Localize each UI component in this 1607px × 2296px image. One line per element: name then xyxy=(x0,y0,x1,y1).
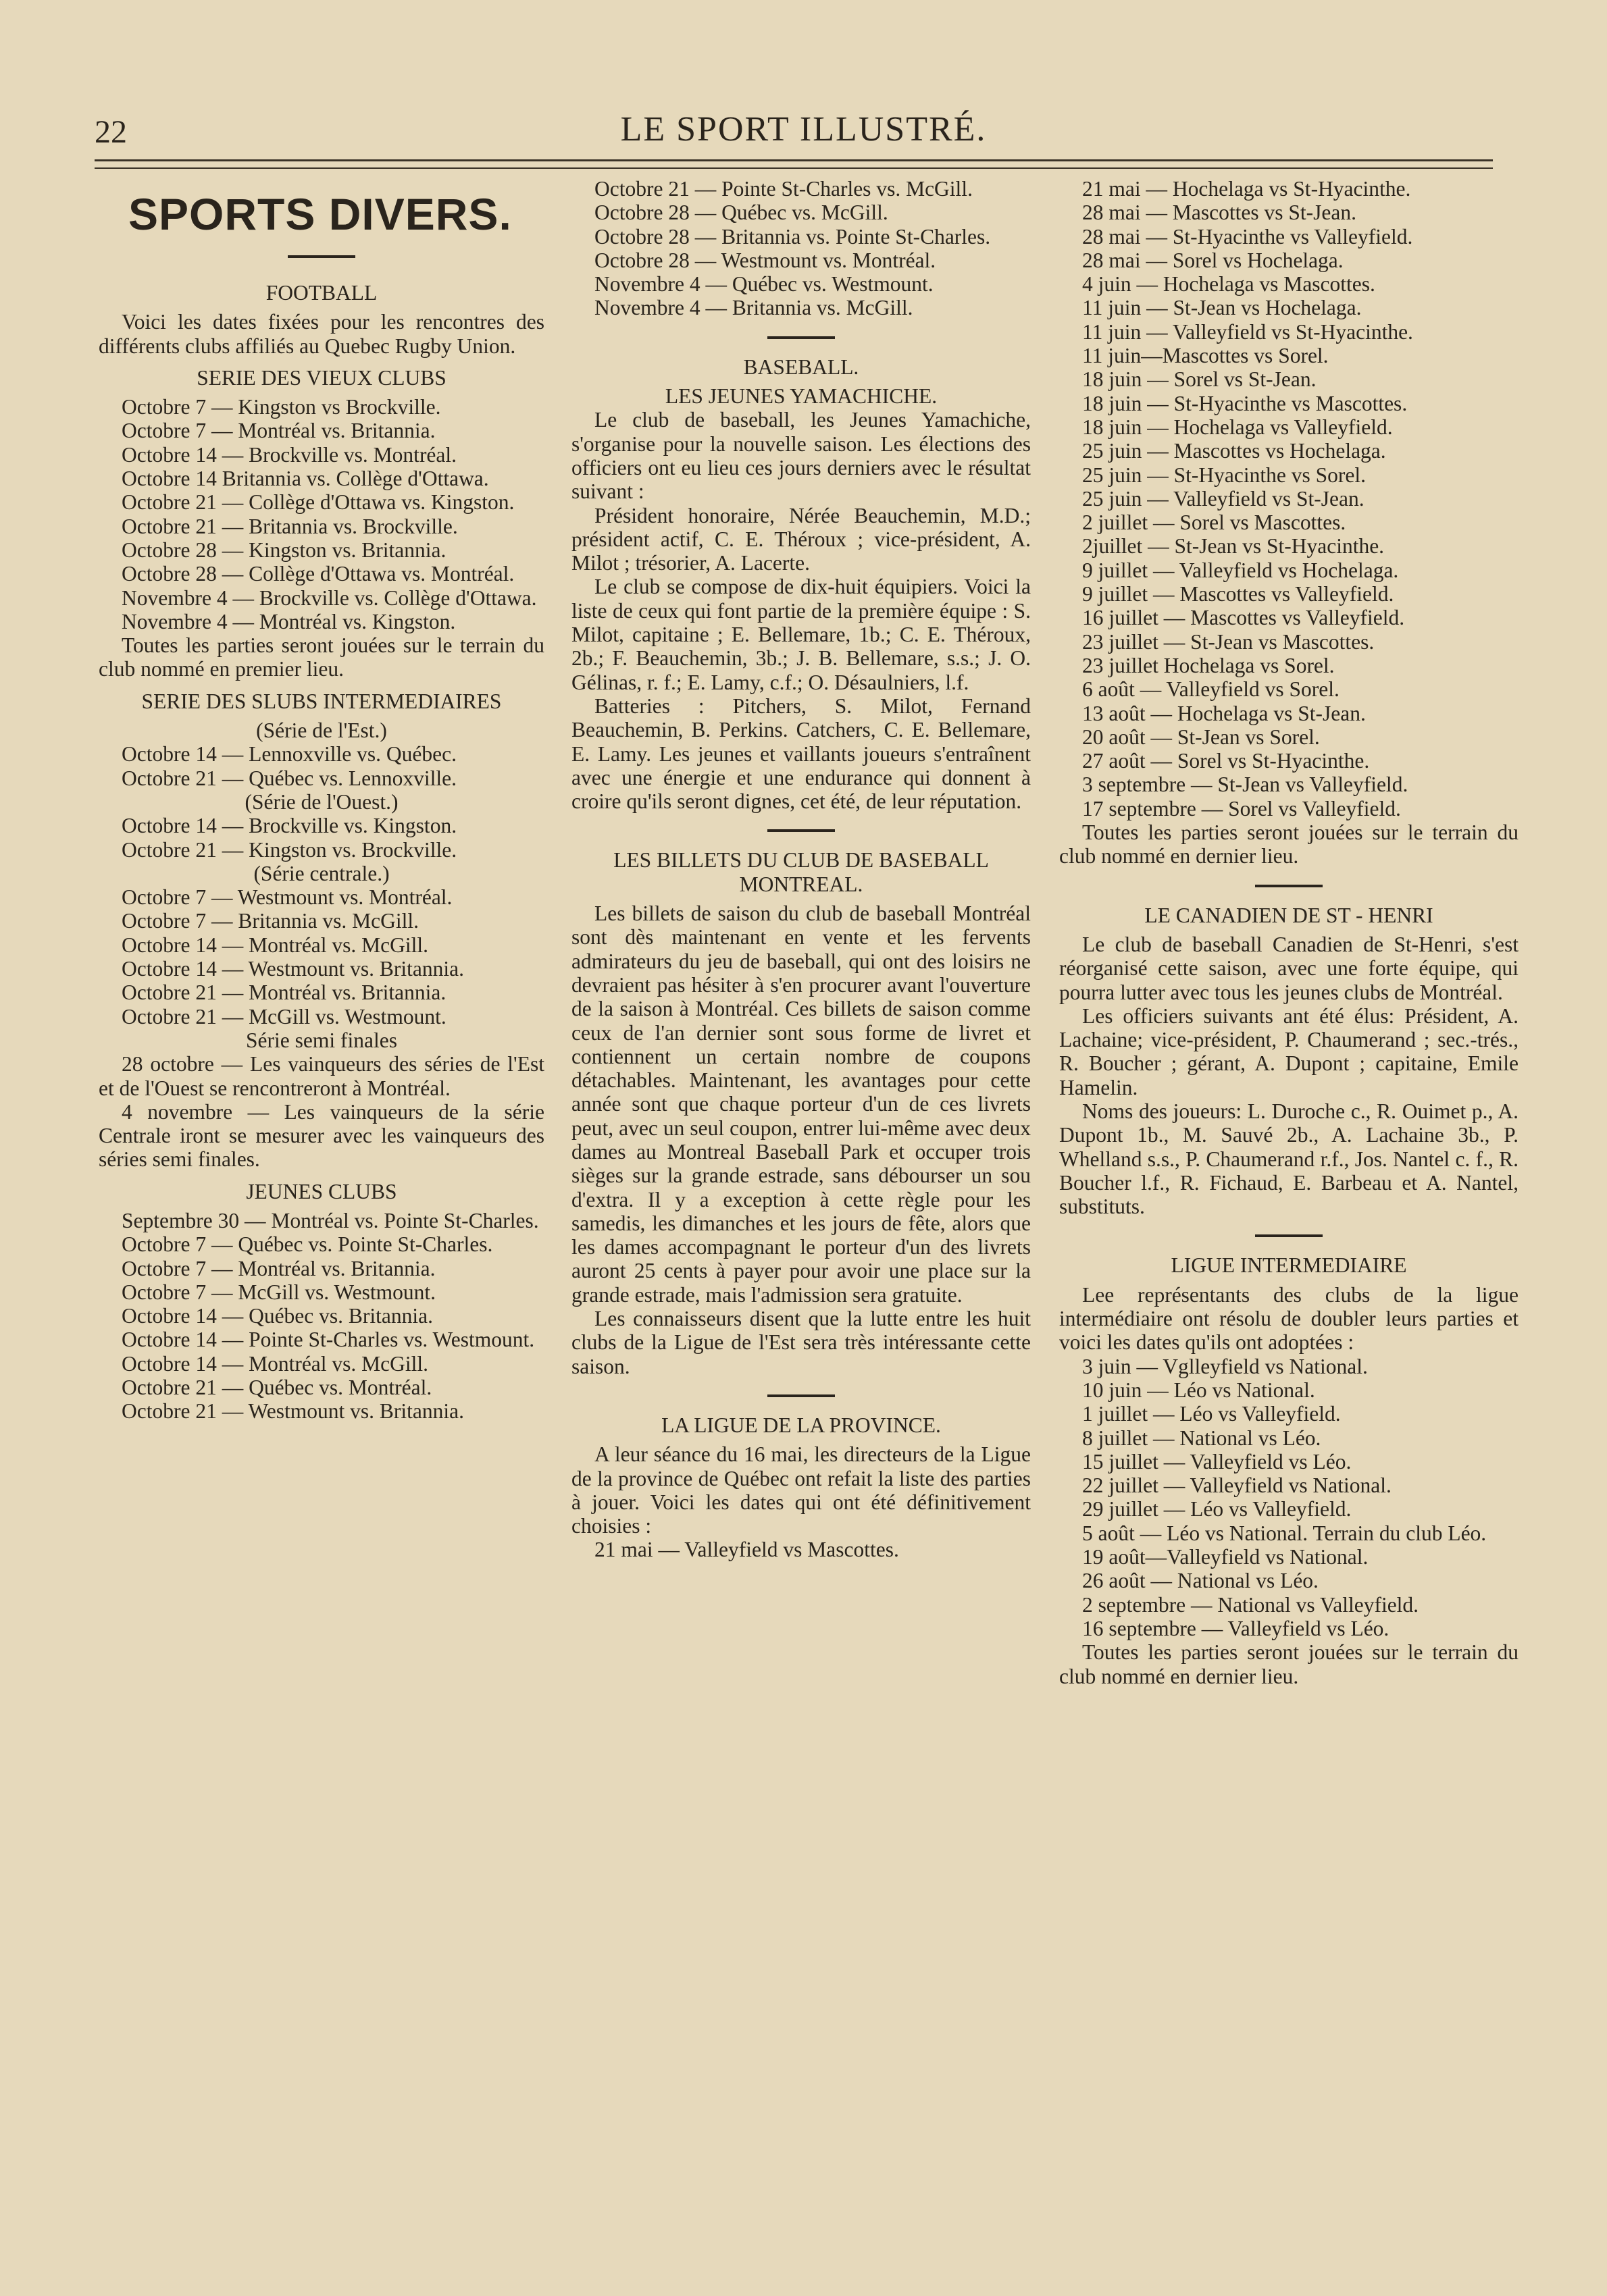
list-item: 16 juillet — Mascottes vs Valleyfield. xyxy=(1082,606,1405,630)
separator xyxy=(767,336,835,339)
list-item: Octobre 14 — Brockville vs. Kingston. xyxy=(122,814,457,838)
list-item: 15 juillet — Valleyfield vs Léo. xyxy=(1082,1449,1352,1473)
list-item: 18 juin — St-Hyacinthe vs Mascottes. xyxy=(1082,391,1408,415)
list-item: Octobre 28 — Britannia vs. Pointe St-Charles. xyxy=(594,224,991,249)
list-item: 3 juin — Vglleyfield vs National. xyxy=(1082,1354,1368,1378)
list-item: Novembre 4 — Montréal vs. Kingston. xyxy=(122,609,456,633)
list-item: 17 septembre — Sorel vs Valleyfield. xyxy=(1082,796,1401,820)
list-item: Octobre 7 — Kingston vs Brockville. xyxy=(122,395,441,419)
list-item: 2 juillet — Sorel vs Mascottes. xyxy=(1082,511,1346,535)
list-item: Octobre 14 — Lennoxville vs. Québec. xyxy=(122,742,457,766)
list-item: 2juillet — St-Jean vs St-Hyacinthe. xyxy=(1082,534,1385,558)
page-number: 22 xyxy=(95,114,127,150)
paragraph: Les connaisseurs disent que la lutte entre les huit clubs de la Ligue de l'Est sera très intéressante cette saison. xyxy=(571,1307,1031,1378)
header-rule xyxy=(95,159,1493,161)
list-item: Octobre 28 — Collège d'Ottawa vs. Montréal. xyxy=(122,562,515,586)
paragraph: Les billets de saison du club de baseball Montréal sont dès maintenant en vente et les fervents admirateurs du jeu de baseball, qui ont des loisirs ne devraient pas hésiter à s'en procurer avant l'ouverture de la saison à Montréal. Ces billets de saison comme ceux de l'an dernier sont sous forme de livret et contiennent un certain nombre de coupons détachables. Maintenant, les avantages pour cette année sont que chaque porteur d'un de ces livrets peut, avec un seul coupon, entrer lui-même avec deux dames au Montreal Baseball Park et occuper trois sièges sur la grande estrade, sans débourser un sou d'extra. Il y a exception à cette règle pour les samedis, les dimanches et les jours de fête, alors que les dames accompagnant le porteur d'un des livrets auront 25 cents à payer pour avoir une place sur la grande estrade, mais l'admission sera gratuite. xyxy=(571,902,1031,1307)
paragraph: Lee représentants des clubs de la ligue intermédiaire ont résolu de doubler leurs parties et voici les dates qu'ils ont adoptées : xyxy=(1059,1282,1519,1355)
province-note: Toutes les parties seront jouées sur le terrain du club nommé en dernier lieu. xyxy=(1059,820,1519,868)
vieux-clubs-list xyxy=(99,395,544,633)
centrale-heading: (Série centrale.) xyxy=(253,861,390,885)
column-1 xyxy=(99,177,544,1424)
intermediaires-heading: SERIE DES SLUBS INTERMEDIAIRES xyxy=(141,689,502,713)
baseball-heading: BASEBALL. xyxy=(743,355,859,379)
list-item: Octobre 7 — McGill vs. Westmount. xyxy=(122,1280,436,1304)
list-item: 11 juin — Valleyfield vs St-Hyacinthe. xyxy=(1082,319,1413,344)
list-item: 23 juillet — St-Jean vs Mascottes. xyxy=(1082,629,1375,654)
list-item: Octobre 28 — Westmount vs. Montréal. xyxy=(594,248,936,272)
vieux-clubs-heading: SERIE DES VIEUX CLUBS xyxy=(197,365,447,390)
list-item: 9 juillet — Valleyfield vs Hochelaga. xyxy=(1082,558,1399,582)
football-heading: FOOTBALL xyxy=(265,281,378,305)
list-item: 18 juin — Sorel vs St-Jean. xyxy=(1082,367,1317,392)
list-item: 3 septembre — St-Jean vs Valleyfield. xyxy=(1082,773,1408,797)
list-item: 21 mai — Valleyfield vs Mascottes. xyxy=(594,1538,899,1562)
list-item: Octobre 7 — Westmount vs. Montréal. xyxy=(122,885,453,910)
list-item: Novembre 4 — Québec vs. Westmount. xyxy=(594,272,934,296)
separator xyxy=(767,1394,835,1397)
paragraph: Président honoraire, Nérée Beauchemin, M.D.; président actif, C. E. Théroux ; vice-président, A. Milot ; trésorier, A. Lacerte. xyxy=(571,503,1031,575)
list-item: 10 juin — Léo vs National. xyxy=(1082,1378,1315,1402)
football-intro: Voici les dates fixées pour les rencontres des différents clubs affiliés au Quebec Rugby Union. xyxy=(99,310,544,358)
list-item: 28 mai — Sorel vs Hochelaga. xyxy=(1082,248,1344,272)
header-rule-thin xyxy=(95,167,1493,169)
list-item: Octobre 28 — Kingston vs. Britannia. xyxy=(122,538,447,562)
separator xyxy=(288,255,355,258)
list-item: Novembre 4 — Brockville vs. Collège d'Ottawa. xyxy=(122,585,537,610)
list-item: 25 juin — Mascottes vs Hochelaga. xyxy=(1082,439,1386,463)
list-item: 25 juin — Valleyfield vs St-Jean. xyxy=(1082,486,1364,511)
list-item: Octobre 21 — Britannia vs. Brockville. xyxy=(122,514,458,538)
column-3 xyxy=(1059,177,1519,1688)
list-item: Octobre 7 — Montréal vs. Britannia. xyxy=(122,1256,436,1280)
paragraph: Le club de baseball, les Jeunes Yamachiche, s'organise pour la nouvelle saison. Les élections des officiers ont eu lieu ces jours derniers avec le résultat suivant : xyxy=(571,408,1031,504)
list-item: 13 août — Hochelaga vs St-Jean. xyxy=(1082,701,1366,725)
list-item: 26 août — National vs Léo. xyxy=(1082,1569,1319,1593)
list-item: 1 juillet — Léo vs Valleyfield. xyxy=(1082,1402,1341,1426)
list-item: Octobre 21 — Québec vs. Lennoxville. xyxy=(122,766,457,790)
list-item: 29 juillet — Léo vs Valleyfield. xyxy=(1082,1497,1352,1521)
list-item: Octobre 21 — Westmount vs. Britannia. xyxy=(122,1399,464,1424)
paragraph: Batteries : Pitchers, S. Milot, Fernand Beauchemin, B. Perkins. Catchers, C. E. Bellemare, E. Lamy. Les jeunes et vaillants joueurs s'entraînent avec une énergie et une endurance qui donnent à croire qu'ils seront dignes, cet été, de leur réputation. xyxy=(571,694,1031,814)
separator xyxy=(1255,885,1323,887)
section-title: SPORTS DIVERS. xyxy=(128,189,512,239)
list-item: 28 mai — St-Hyacinthe vs Valleyfield. xyxy=(1082,224,1413,249)
column-2 xyxy=(571,177,1031,1562)
list-item: Octobre 28 — Québec vs. McGill. xyxy=(594,201,888,225)
list-item: Octobre 21 — McGill vs. Westmount. xyxy=(122,1004,447,1028)
list-item: Septembre 30 — Montréal vs. Pointe St-Charles. xyxy=(122,1208,539,1232)
vieux-clubs-note: Toutes les parties seront jouées sur le terrain du club nommé en premier lieu. xyxy=(99,633,544,681)
list-item: 20 août — St-Jean vs Sorel. xyxy=(1082,725,1320,749)
paragraph: Le club de baseball Canadien de St-Henri, s'est réorganisé cette saison, avec une forte équipe, qui pourra lutter avec tous les jeunes clubs de Montréal. xyxy=(1059,932,1519,1004)
separator xyxy=(1255,1234,1323,1237)
list-item: 6 août — Valleyfield vs Sorel. xyxy=(1082,677,1340,702)
list-item: Octobre 14 — Montréal vs. McGill. xyxy=(122,933,429,957)
list-item: Octobre 7 — Québec vs. Pointe St-Charles. xyxy=(122,1232,493,1257)
yamachiche-heading: LES JEUNES YAMACHICHE. xyxy=(665,384,938,409)
list-item: 11 juin — St-Jean vs Hochelaga. xyxy=(1082,296,1362,320)
jeunes-clubs-heading: JEUNES CLUBS xyxy=(246,1179,397,1203)
list-item: 2 septembre — National vs Valleyfield. xyxy=(1082,1592,1419,1617)
list-item: Octobre 21 — Montréal vs. Britannia. xyxy=(122,981,447,1005)
list-item: 25 juin — St-Hyacinthe vs Sorel. xyxy=(1082,463,1366,487)
list-item: 28 mai — Mascottes vs St-Jean. xyxy=(1082,201,1356,225)
ligue-intermediaire-note: Toutes les parties seront jouées sur le terrain du club nommé en dernier lieu. xyxy=(1059,1640,1519,1688)
paragraph: A leur séance du 16 mai, les directeurs de la Ligue de la province de Québec ont refait la liste des parties à jouer. Voici les dates qui ont été définitivement choisies : xyxy=(571,1442,1031,1538)
semi-finales-heading: Série semi finales xyxy=(246,1028,397,1052)
canadien-heading: LE CANADIEN DE ST - HENRI xyxy=(1144,903,1433,927)
list-item: Octobre 7 — Montréal vs. Britannia. xyxy=(122,419,436,443)
paragraph: Noms des joueurs: L. Duroche c., R. Ouimet p., A. Dupont 1b., M. Sauvé 2b., A. Lachaine 3b., P. Whelland s.s., P. Chaumerand r.f., Jos. Nantel c. f., R. Boucher l.f., R. Fichaud, E. Barbeau et A. Nantel, substituts. xyxy=(1059,1099,1519,1219)
list-item: 22 juillet — Valleyfield vs National. xyxy=(1082,1473,1392,1498)
billets-heading: LES BILLETS DU CLUB DE BASEBALL MONTREAL. xyxy=(613,848,989,896)
list-item: Octobre 14 — Québec vs. Britannia. xyxy=(122,1304,433,1328)
ligue-intermediaire-heading: LIGUE INTERMEDIAIRE xyxy=(1171,1253,1407,1278)
list-item: 27 août — Sorel vs St-Hyacinthe. xyxy=(1082,749,1370,773)
paragraph: Les officiers suivants ant été élus: Président, A. Lachaine; vice-président, P. Chaumerand ; sec.-trés., R. Boucher ; gérant, A. Dupont ; capitaine, Emile Hamelin. xyxy=(1059,1003,1519,1099)
list-item: Octobre 21 — Collège d'Ottawa vs. Kingston. xyxy=(122,490,515,515)
list-item: 16 septembre — Valleyfield vs Léo. xyxy=(1082,1616,1389,1640)
list-item: 28 octobre — Les vainqueurs des séries de l'Est et de l'Ouest se rencontreront à Montréal. xyxy=(99,1052,544,1100)
province-games-list xyxy=(1059,177,1519,820)
list-item: Octobre 21 — Pointe St-Charles vs. McGill. xyxy=(594,177,973,201)
ouest-heading: (Série de l'Ouest.) xyxy=(245,789,399,814)
list-item: Octobre 14 — Westmount vs. Britannia. xyxy=(122,957,464,981)
list-item: Octobre 7 — Britannia vs. McGill. xyxy=(122,909,419,933)
est-heading: (Série de l'Est.) xyxy=(256,719,387,743)
list-item: Octobre 14 — Pointe St-Charles vs. Westmount. xyxy=(122,1328,535,1352)
list-item: 5 août — Léo vs National. Terrain du club Léo. xyxy=(1082,1521,1487,1545)
separator xyxy=(767,829,835,832)
list-item: 8 juillet — National vs Léo. xyxy=(1082,1426,1321,1450)
list-item: Octobre 14 — Montréal vs. McGill. xyxy=(122,1351,429,1376)
list-item: 23 juillet Hochelaga vs Sorel. xyxy=(1082,653,1335,677)
list-item: Octobre 14 — Brockville vs. Montréal. xyxy=(122,442,457,467)
running-head: LE SPORT ILLUSTRÉ. xyxy=(620,110,987,149)
list-item: 18 juin — Hochelaga vs Valleyfield. xyxy=(1082,415,1393,439)
province-heading: LA LIGUE DE LA PROVINCE. xyxy=(661,1413,941,1437)
list-item: 9 juillet — Mascottes vs Valleyfield. xyxy=(1082,582,1394,606)
list-item: Octobre 14 Britannia vs. Collège d'Ottawa. xyxy=(122,467,489,491)
list-item: Octobre 21 — Québec vs. Montréal. xyxy=(122,1376,432,1400)
list-item: 11 juin—Mascottes vs Sorel. xyxy=(1082,344,1329,368)
list-item: 4 novembre — Les vainqueurs de la série Centrale iront se mesurer avec les vainqueurs des séries semi finales. xyxy=(99,1099,544,1172)
list-item: 21 mai — Hochelaga vs St-Hyacinthe. xyxy=(1082,177,1411,201)
list-item: Octobre 21 — Kingston vs. Brockville. xyxy=(122,837,457,862)
list-item: 19 août—Valleyfield vs National. xyxy=(1082,1545,1369,1569)
paragraph: Le club se compose de dix-huit équipiers. Voici la liste de ceux qui font partie de la première équipe : S. Milot, capitaine ; E. Bellemare, 1b.; C. E. Théroux, 2b.; F. Beauchemin, 3b.; J. B. Bellemare, s.s.; J. O. Gélinas, r. f.; E. Lamy, c.f.; O. Désaulniers, l.f. xyxy=(571,575,1031,694)
list-item: 4 juin — Hochelaga vs Mascottes. xyxy=(1082,272,1375,296)
list-item: Novembre 4 — Britannia vs. McGill. xyxy=(594,296,913,320)
